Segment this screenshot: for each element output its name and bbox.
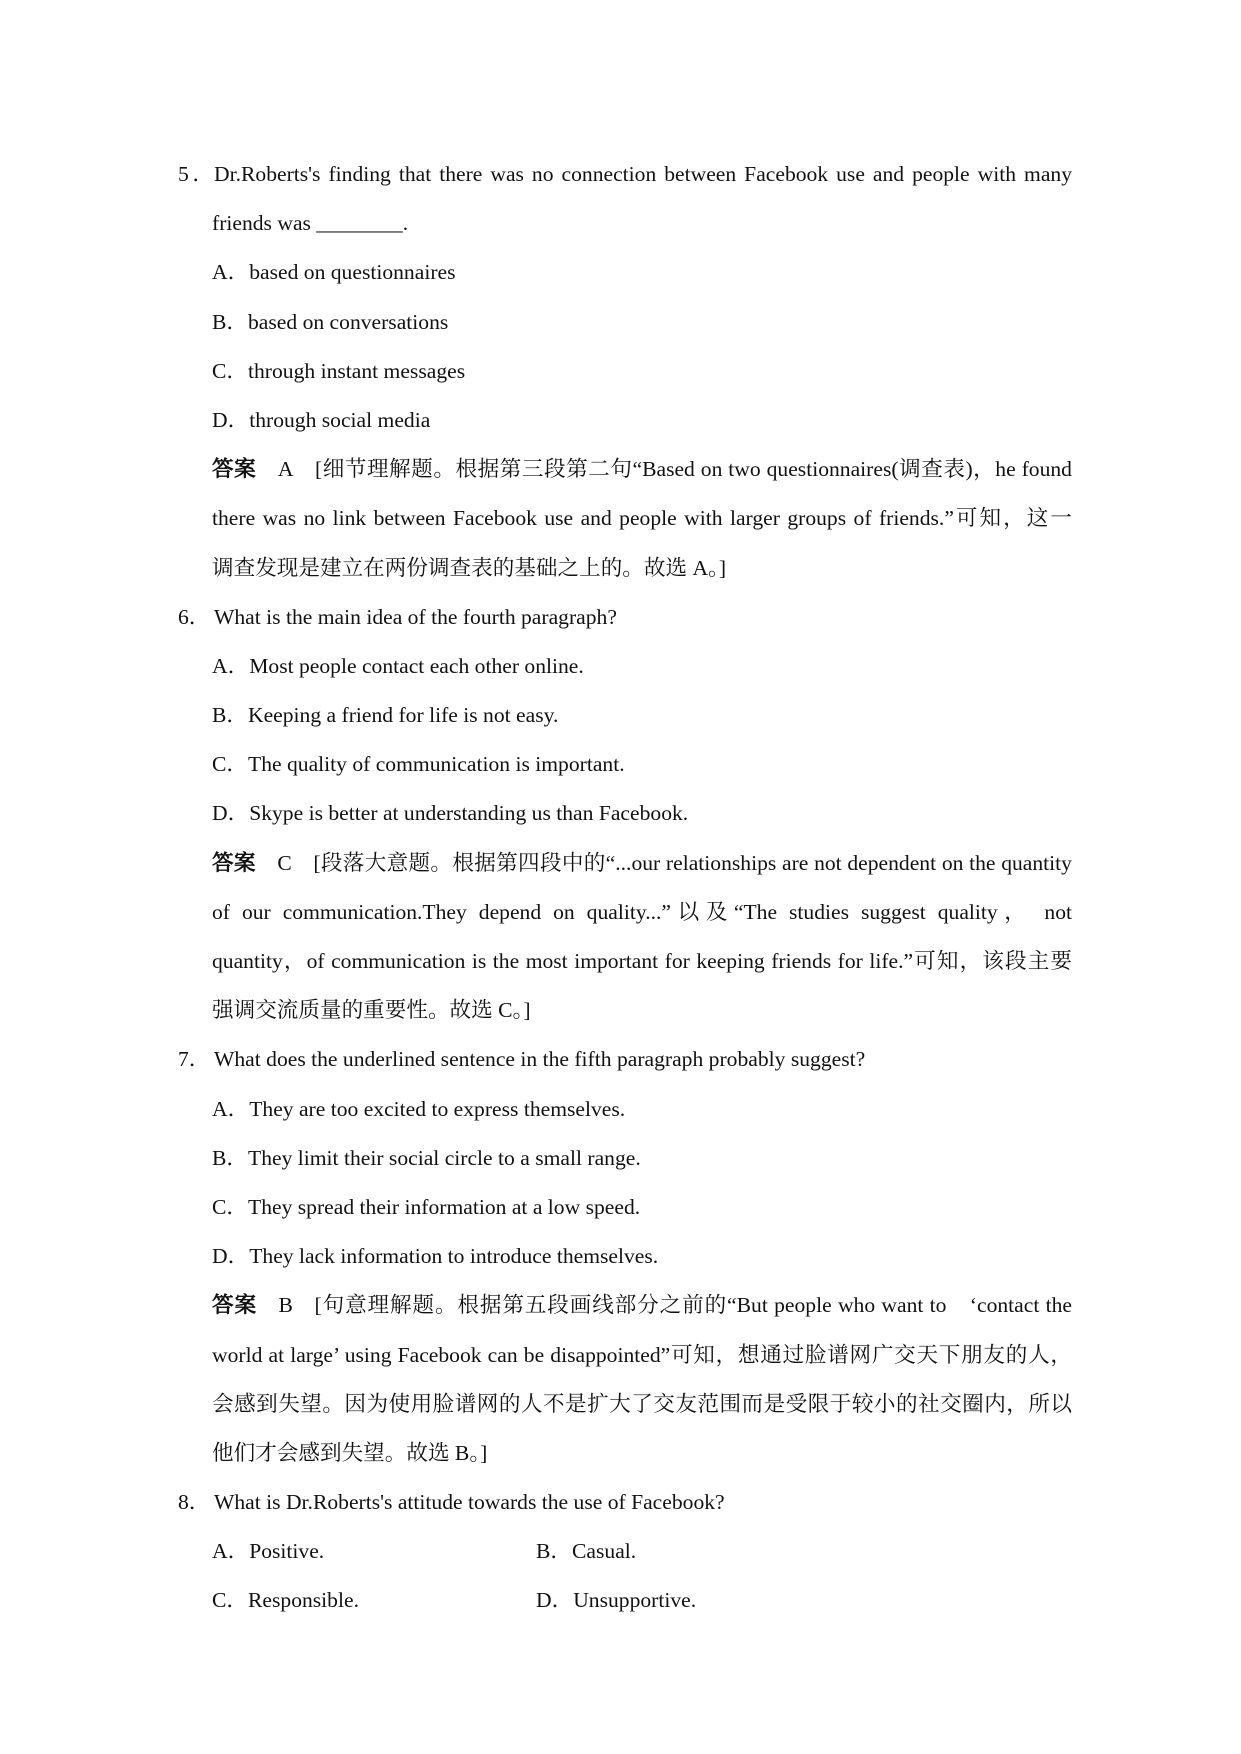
answer-line — [178, 1380, 1072, 1429]
option-text: Casual. — [572, 1539, 637, 1564]
option-text: Skype is better at understanding us than Facebook. — [249, 801, 689, 826]
answer-choice: B — [278, 1293, 293, 1318]
option-c — [212, 1576, 536, 1625]
question-stem-line — [178, 593, 1072, 642]
question-stem-text: What is the main idea of the fourth paragraph? — [214, 604, 617, 629]
option-text: They lack information to introduce themselves. — [249, 1244, 659, 1269]
option-label: A． — [212, 1539, 250, 1564]
answer-line — [178, 1281, 1072, 1330]
option-label: B． — [212, 1145, 248, 1170]
option-label: B． — [536, 1539, 572, 1564]
option-label: A． — [212, 260, 250, 285]
option-label: C． — [212, 752, 248, 777]
option-b — [178, 298, 1072, 347]
option-label: C． — [212, 1588, 248, 1613]
option-c — [178, 1183, 1072, 1232]
answer-choice: A — [277, 457, 294, 482]
question-stem-text: friends was ________. — [212, 211, 409, 236]
answer-choice: C — [277, 850, 292, 875]
option-text: through instant messages — [248, 358, 466, 383]
answer-line — [178, 1331, 1072, 1380]
option-row — [178, 1576, 1072, 1625]
option-a — [178, 1085, 1072, 1134]
answer-label: 答案 — [212, 457, 257, 483]
option-text: based on questionnaires — [249, 260, 456, 285]
option-label: B． — [212, 703, 248, 728]
answer-line — [178, 494, 1072, 543]
option-text: based on conversations — [248, 309, 449, 334]
question-number: 6． — [178, 604, 211, 629]
question-stem-line — [178, 199, 1072, 248]
question-number: 7． — [178, 1047, 211, 1072]
answer-explanation-text: [句意理解题。根据第五段画线部分之前的“But people who want to ‘contact the — [314, 1293, 1072, 1318]
question-5 — [178, 150, 1072, 593]
option-text: Keeping a friend for life is not easy. — [248, 703, 559, 728]
option-label: C． — [212, 358, 248, 383]
option-label: B． — [212, 309, 248, 334]
answer-explanation-text: quantity，of communication is the most important for keeping friends for life.”可知，该段主要 — [212, 949, 1072, 973]
answer-line — [178, 1429, 1072, 1478]
answer-explanation-text: world at large’ using Facebook can be disappointed”可知，想通过脸谱网广交天下朋友的人， — [212, 1342, 1072, 1367]
answer-line — [178, 986, 1072, 1035]
option-d — [536, 1588, 696, 1612]
option-text: Positive. — [249, 1539, 325, 1564]
option-label: D． — [536, 1588, 574, 1613]
question-stem-text: What does the underlined sentence in the fifth paragraph probably suggest? — [214, 1047, 866, 1072]
option-text: They spread their information at a low speed. — [248, 1194, 641, 1219]
question-list — [178, 150, 1072, 1626]
answer-line — [178, 888, 1072, 937]
answer-explanation-text: 调查发现是建立在两份调查表的基础之上的。故选 A。] — [212, 555, 727, 580]
option-label: C． — [212, 1194, 248, 1219]
option-a — [178, 642, 1072, 691]
answer-explanation-text: 强调交流质量的重要性。故选 C。] — [212, 998, 531, 1023]
option-label: A． — [212, 1096, 250, 1121]
question-stem-line — [178, 150, 1072, 199]
option-text: Responsible. — [248, 1588, 359, 1613]
question-stem-text: What is Dr.Roberts's attitude towards the use of Facebook? — [214, 1490, 725, 1515]
question-stem-line — [178, 1035, 1072, 1084]
option-text: through social media — [249, 407, 431, 432]
question-8 — [178, 1478, 1072, 1626]
option-a — [212, 1527, 536, 1576]
option-a — [178, 248, 1072, 297]
answer-line — [178, 544, 1072, 593]
option-d — [178, 789, 1072, 838]
option-text: They limit their social circle to a small range. — [248, 1145, 641, 1170]
answer-explanation-text: [细节理解题。根据第三段第二句“Based on two questionnaires(调查表)，he found — [315, 457, 1072, 482]
option-d — [178, 396, 1072, 445]
option-c — [178, 740, 1072, 789]
answer-explanation-text: [段落大意题。根据第四段中的“...our relationships are not dependent on the quantity — [313, 850, 1072, 875]
question-stem-text: Dr.Roberts's finding that there was no connection between Facebook use and people with many — [214, 162, 1072, 186]
option-b — [178, 691, 1072, 740]
option-text: They are too excited to express themselves. — [249, 1096, 626, 1121]
option-b — [536, 1539, 636, 1563]
answer-explanation-text: 会感到失望。因为使用脸谱网的人不是扩大了交友范围而是受限于较小的社交圈内，所以 — [212, 1391, 1072, 1416]
answer-label: 答案 — [212, 850, 256, 876]
option-label: D． — [212, 801, 250, 826]
option-text: The quality of communication is important. — [248, 752, 625, 777]
answer-line — [178, 937, 1072, 986]
option-label: A． — [212, 653, 250, 678]
question-number: 5． — [178, 162, 214, 186]
option-row — [178, 1527, 1072, 1576]
option-c — [178, 347, 1072, 396]
option-label: D． — [212, 1244, 250, 1269]
option-b — [178, 1134, 1072, 1183]
option-text: Most people contact each other online. — [249, 653, 584, 678]
answer-line — [178, 445, 1072, 494]
answer-explanation-text: of our communication.They depend on quality...”以及“The studies suggest quality， not — [212, 899, 1072, 924]
answer-line — [178, 839, 1072, 888]
answer-explanation-text: 他们才会感到失望。故选 B。] — [212, 1440, 488, 1465]
question-stem-line — [178, 1478, 1072, 1527]
option-d — [178, 1232, 1072, 1281]
option-text: Unsupportive. — [573, 1588, 697, 1613]
answer-label: 答案 — [212, 1293, 257, 1319]
question-7 — [178, 1035, 1072, 1478]
question-6 — [178, 593, 1072, 1036]
question-number: 8． — [178, 1490, 211, 1515]
option-label: D． — [212, 407, 250, 432]
answer-explanation-text: there was no link between Facebook use and people with larger groups of friends.”可知，这一 — [212, 506, 1072, 531]
